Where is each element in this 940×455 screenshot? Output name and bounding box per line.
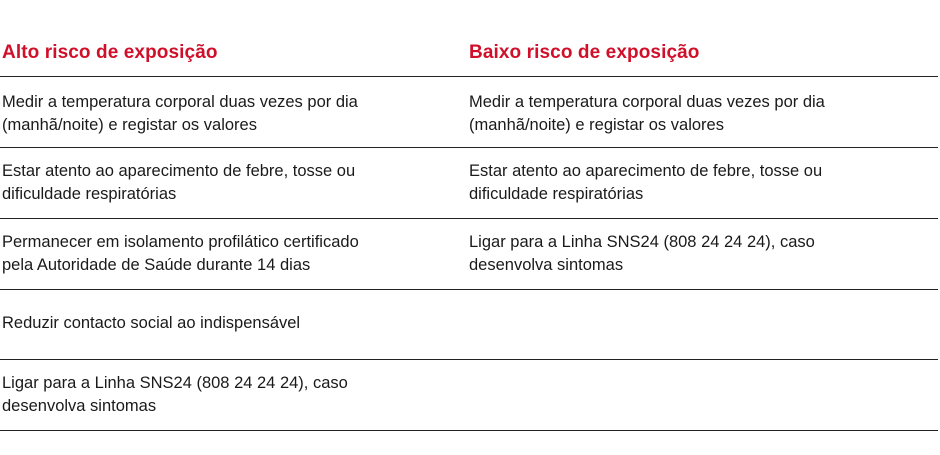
table-row	[0, 219, 938, 290]
cell-line: Medir a temperatura corporal duas vezes por dia	[469, 93, 825, 111]
high-risk-cell	[2, 91, 442, 137]
high-risk-column-title: Alto risco de exposição	[2, 42, 218, 63]
cell-line: Reduzir contacto social ao indispensável	[2, 314, 301, 332]
high-risk-cell	[2, 312, 442, 335]
high-risk-cell	[2, 372, 442, 418]
cell-line: desenvolva sintomas	[469, 256, 624, 274]
cell-line: dificuldade respiratórias	[469, 185, 644, 203]
cell-line: dificuldade respiratórias	[2, 185, 177, 203]
table-row	[0, 148, 938, 219]
low-risk-cell	[469, 231, 909, 277]
low-risk-column-title: Baixo risco de exposição	[469, 42, 700, 63]
low-risk-cell	[469, 91, 909, 137]
cell-line: desenvolva sintomas	[2, 397, 157, 415]
high-risk-cell	[2, 231, 442, 277]
cell-line: pela Autoridade de Saúde durante 14 dias	[2, 256, 311, 274]
cell-line: Estar atento ao aparecimento de febre, tosse ou	[469, 162, 823, 180]
cell-line: Estar atento ao aparecimento de febre, tosse ou	[2, 162, 356, 180]
cell-line: Medir a temperatura corporal duas vezes por dia	[2, 93, 358, 111]
table-row	[0, 77, 938, 148]
table-header	[0, 38, 938, 77]
cell-line: (manhã/noite) e registar os valores	[469, 116, 724, 134]
cell-line: Permanecer em isolamento profilático certificado	[2, 233, 359, 251]
low-risk-cell	[469, 160, 909, 206]
cell-line: Ligar para a Linha SNS24 (808 24 24 24), caso	[469, 233, 815, 251]
cell-line: (manhã/noite) e registar os valores	[2, 116, 257, 134]
high-risk-cell	[2, 160, 442, 206]
cell-line: Ligar para a Linha SNS24 (808 24 24 24), caso	[2, 374, 348, 392]
table-row	[0, 290, 938, 360]
table-row	[0, 360, 938, 431]
